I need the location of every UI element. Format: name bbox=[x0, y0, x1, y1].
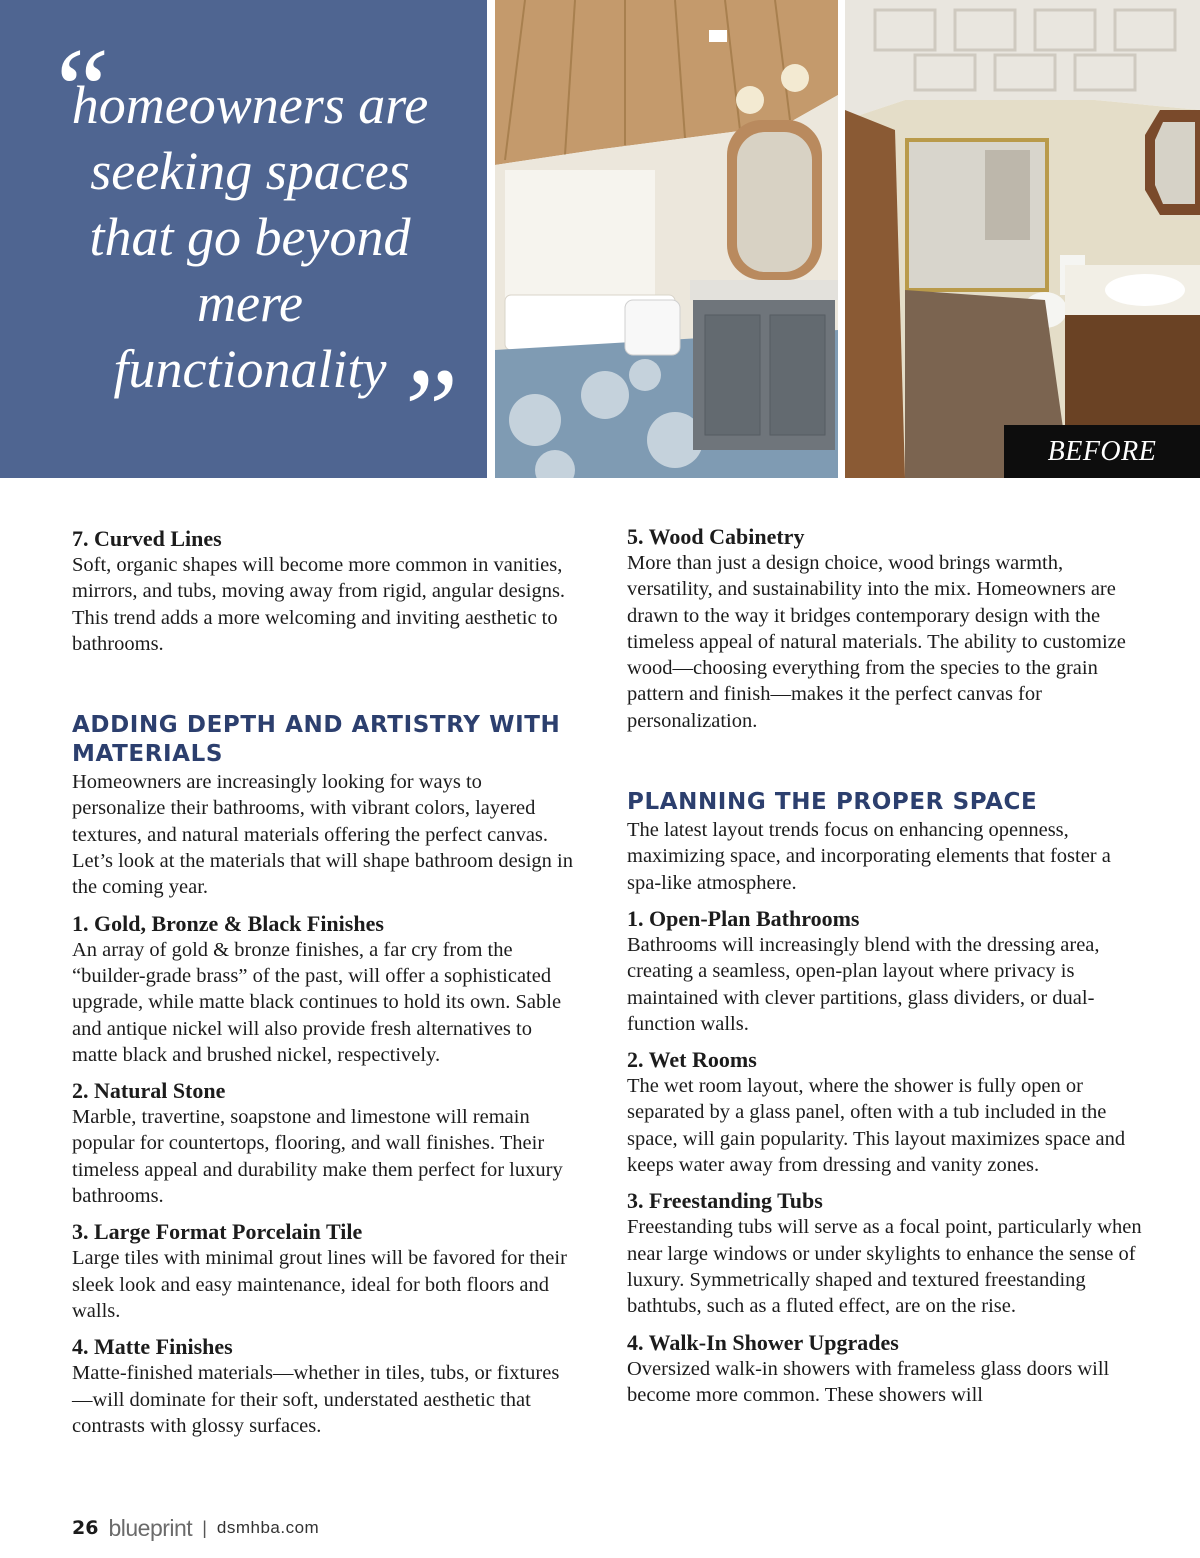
bathroom-before-illustration bbox=[845, 0, 1200, 478]
planning-intro: The latest layout trends focus on enhancing openness, maximizing space, and incorporating elements that foster a spa-like atmosphere. bbox=[627, 819, 1111, 894]
layout-item-title: 3. Freestanding Tubs bbox=[627, 1188, 823, 1214]
bathroom-before-photo bbox=[845, 0, 1200, 478]
material-item-title: 3. Large Format Porcelain Tile bbox=[72, 1219, 363, 1245]
website-link[interactable]: dsmhba.com bbox=[216, 1518, 320, 1537]
page-number: 26 bbox=[72, 1517, 99, 1539]
material-item-title: 2. Natural Stone bbox=[72, 1078, 226, 1104]
curved-lines-body: Soft, organic shapes will become more common in vanities, mirrors, and tubs, moving away from rigid, angular designs. This trend adds a more welcoming and inviting aesthetic to bathrooms. bbox=[72, 554, 566, 655]
material-item-title: 4. Matte Finishes bbox=[72, 1334, 233, 1360]
right-column bbox=[627, 524, 1147, 1418]
layout-item-body: Oversized walk-in showers with frameless glass doors will become more common. These showers will bbox=[627, 1357, 1110, 1406]
close-quote-mark: ” bbox=[392, 343, 459, 476]
material-item-body: Matte-finished materials—whether in tiles, tubs, or fixtures—will dominate for their soft, understated aesthetic that contrasts with glossy surfaces. bbox=[72, 1362, 560, 1437]
footer-separator: | bbox=[202, 1517, 207, 1538]
page-footer bbox=[72, 1514, 319, 1542]
layout-item-body: Freestanding tubs will serve as a focal point, particularly when near large windows or under skylights to enhance the sense of luxury. Symmetrically shaped and textured freestanding bathtubs, such as a fluted effect, are on the rise. bbox=[627, 1216, 1142, 1318]
material-item-title: 1. Gold, Bronze & Black Finishes bbox=[72, 910, 384, 936]
layout-item-title: 1. Open-Plan Bathrooms bbox=[627, 905, 860, 931]
material-item-body: An array of gold & bronze finishes, a far cry from the “builder-grade brass” of the past, will offer a sophisticated upgrade, while matte black continues to hold its own. Sable and antique nickel will also provide fresh alternatives to matte black and brushed nickel, respectively. bbox=[72, 938, 562, 1066]
material-item-body: Large tiles with minimal grout lines will be favored for their sleek look and easy maintenance, ideal for both floors and walls. bbox=[72, 1247, 567, 1322]
curved-lines-title: 7. Curved Lines bbox=[72, 526, 222, 551]
materials-intro: Homeowners are increasingly looking for ways to personalize their bathrooms, with vibrant colors, layered textures, and natural materials offering the perfect canvas. Let’s look at the materials that will shape bathroom design in the coming year. bbox=[72, 771, 573, 899]
bathroom-after-illustration bbox=[495, 0, 838, 478]
wood-cabinetry-body: More than just a design choice, wood brings warmth, versatility, and sustainability into the mix. Homeowners are drawn to the way it bridges contemporary design with the timeless appeal of natural materials. The ability to customize wood—choosing everything from the species to the grain pattern and finish—makes it the perfect canvas for personalization. bbox=[627, 552, 1126, 732]
blueprint-logo: blueprint bbox=[108, 1514, 193, 1541]
pull-quote-panel bbox=[0, 0, 487, 478]
open-quote-mark: “ bbox=[44, 23, 111, 156]
materials-heading: ADDING DEPTH AND ARTISTRY WITH MATERIALS bbox=[72, 712, 561, 768]
wood-cabinetry-title: 5. Wood Cabinetry bbox=[627, 524, 805, 549]
pull-quote-text: homeowners are seeking spaces that go beyond mere functionality bbox=[71, 75, 429, 399]
layout-item-body: The wet room layout, where the shower is fully open or separated by a glass panel, often with a tub included in the space, will gain popularity. This layout maximizes space and keeps water away from dressing and vanity zones. bbox=[627, 1075, 1126, 1177]
planning-heading: PLANNING THE PROPER SPACE bbox=[627, 789, 1038, 816]
layout-item-body: Bathrooms will increasingly blend with the dressing area, creating a seamless, open-plan layout where privacy is maintained with clever partitions, glass dividers, or dual-function walls. bbox=[627, 933, 1100, 1035]
layout-item-title: 2. Wet Rooms bbox=[627, 1047, 757, 1073]
material-item-body: Marble, travertine, soapstone and limestone will remain popular for countertops, flooring, and wall finishes. Their timeless appeal and durability make them perfect for luxury bathrooms. bbox=[72, 1106, 563, 1208]
before-label: BEFORE bbox=[1004, 425, 1200, 478]
layout-item-title: 4. Walk-In Shower Upgrades bbox=[627, 1329, 899, 1355]
left-column bbox=[72, 526, 577, 1449]
bathroom-after-photo bbox=[495, 0, 838, 478]
